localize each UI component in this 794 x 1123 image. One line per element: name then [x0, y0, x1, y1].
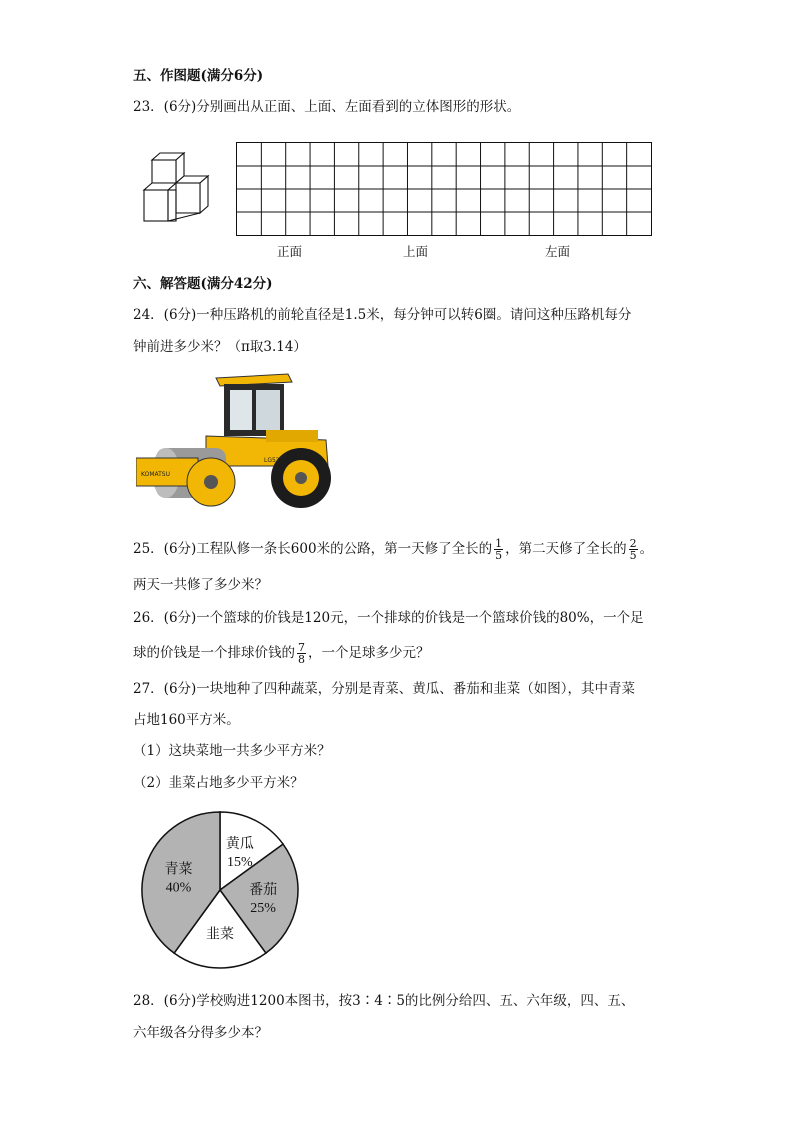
question-23: 23．(6分)分别画出从正面、上面、左面看到的立体图形的形状。 [133, 99, 521, 115]
pie-slice-label: 黄瓜 [225, 837, 254, 853]
pie-slice-value: 15% [226, 855, 253, 871]
q26-part2: ，一个足球多少元？ [308, 645, 430, 661]
pie-slice-label: 番茄 [249, 882, 278, 898]
question-26-line1: 26．(6分)一个篮球的价钱是120元，一个排球的价钱是一个篮球价钱的80%，一个足 [133, 610, 644, 626]
fraction-seven-eighths: $\frac{7}{8}$ [298, 641, 305, 666]
pie-slice-label: 青菜 [164, 862, 193, 878]
question-27-line2: 占地160平方米。 [133, 712, 240, 728]
fraction-one-fifth: $\frac{1}{5}$ [495, 537, 503, 562]
road-roller-image [136, 370, 336, 515]
question-24-line2: 钟前进多少米？（π取3.14） [133, 339, 307, 355]
grid-label-front: 正面 [277, 244, 303, 259]
question-25-line1 [133, 536, 653, 562]
question-25-line2: 两天一共修了多少米？ [133, 577, 268, 593]
question-28-line1: 28．(6分)学校购进1200本图书，按3∶4∶5的比例分给四、五、六年级，四、五、 [133, 993, 635, 1009]
q25-part1: 25．(6分)工程队修一条长600米的公路，第一天修了全长的 [133, 541, 493, 557]
q25-part3: 。 [639, 541, 654, 557]
fraction-two-fifths: $\frac{2}{5}$ [629, 537, 637, 562]
question-24-line1: 24．(6分)一种压路机的前轮直径是1.5米，每分钟可以转6圈。请问这种压路机每分 [133, 307, 632, 323]
section-heading-6: 六、解答题(满分42分) [133, 276, 273, 292]
pie-slice-value: 40% [165, 880, 192, 896]
question-27-line1: 27．(6分)一块地种了四种蔬菜，分别是青菜、黄瓜、番茄和韭菜（如图），其中青菜 [133, 681, 636, 697]
cube-figure [138, 150, 218, 230]
vegetable-pie-chart [138, 808, 308, 978]
q26-part1: 球的价钱是一个排球价钱的 [133, 645, 295, 661]
roller-model-text: LG521J [264, 457, 286, 464]
grid-label-left: 左面 [545, 244, 571, 259]
grid-label-top: 上面 [403, 244, 429, 259]
roller-brand-text: KOMATSU [141, 471, 171, 478]
pie-slice-value: 25% [250, 900, 276, 916]
question-27-sub2: （2）韭菜占地多少平方米？ [133, 775, 304, 791]
question-27-sub1: （1）这块菜地一共多少平方米？ [133, 743, 331, 759]
drawing-grid[interactable] [236, 142, 652, 236]
q25-part2: ，第二天修了全长的 [505, 541, 627, 557]
question-28-line2: 六年级各分得多少本？ [133, 1025, 268, 1041]
question-26-line2 [133, 640, 430, 666]
pie-slice-label: 韭菜 [206, 927, 234, 943]
section-heading-5: 五、作图题(满分6分) [133, 68, 264, 84]
